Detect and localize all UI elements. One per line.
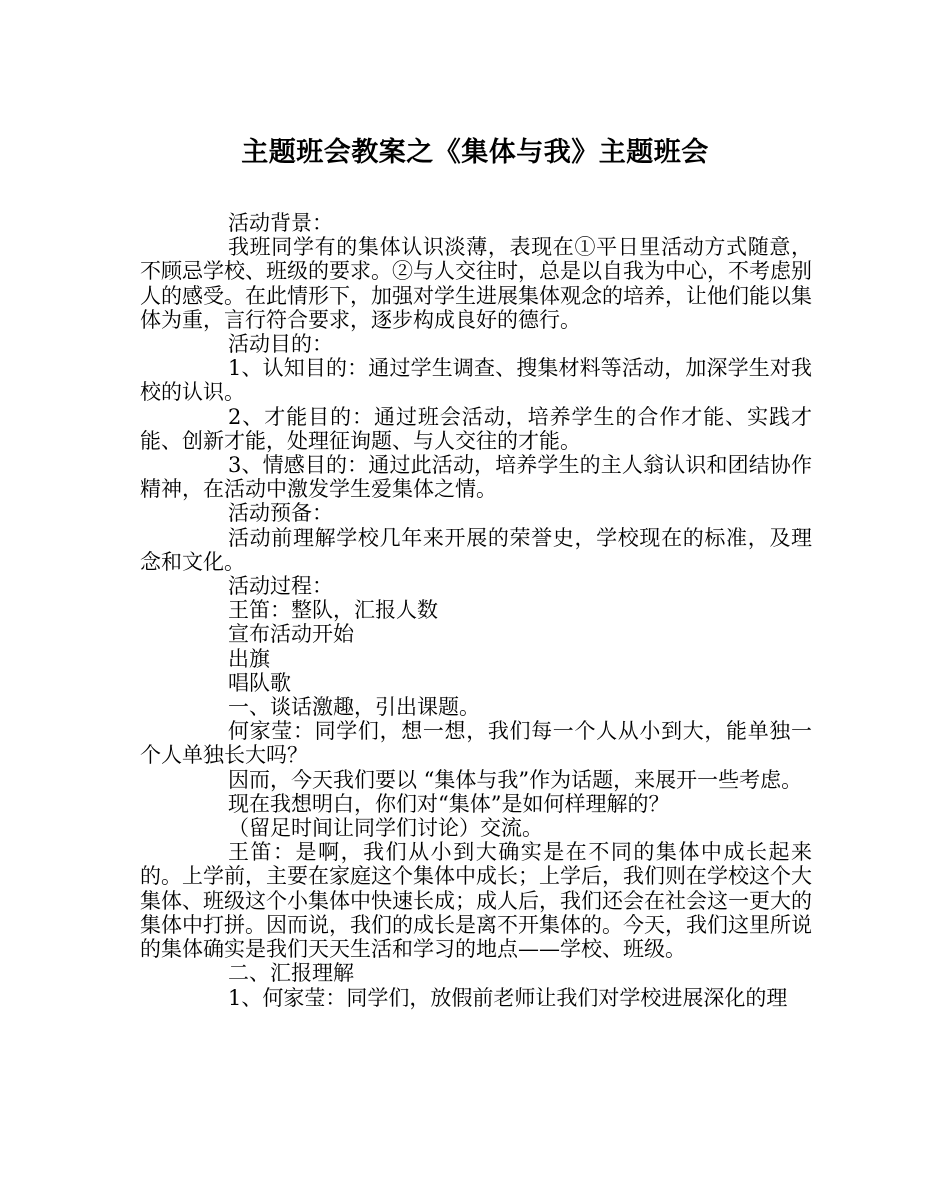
paragraph: 2、才能目的：通过班会活动，培养学生的合作才能、实践才能、创新才能，处理征询题、与人交往的才能。 xyxy=(140,404,812,453)
paragraph: 王笛：是啊，我们从小到大确实是在不同的集体中成长起来的。上学前，主要在家庭这个集体中成长；上学后，我们则在学校这个大集体、班级这个小集体中快速长成；成人后，我们还会在社会这一更大的集体中打拼。因而说，我们的成长是离不开集体的。今天，我们这里所说的集体确实是我们天天生活和学习的地点——学校、班级。 xyxy=(140,840,812,962)
document-body xyxy=(140,211,812,1010)
paragraph: 活动背景： xyxy=(228,211,333,235)
paragraph: 活动前理解学校几年来开展的荣誉史，学校现在的标准，及理念和文化。 xyxy=(140,525,812,574)
paragraph: 我班同学有的集体认识淡薄，表现在①平日里活动方式随意，不顾忌学校、班级的要求。②与人交往时，总是以自我为中心，不考虑别人的感受。在此情形下，加强对学生进展集体观念的培养，让他们能以集体为重，言行符合要求，逐步构成良好的德行。 xyxy=(140,235,812,332)
paragraph: 何家莹：同学们，想一想，我们每一个人从小到大，能单独一个人单独长大吗？ xyxy=(140,719,812,768)
paragraph: 现在我想明白，你们对“集体”是如何样理解的？ xyxy=(228,791,670,816)
paragraph: 3、情感目的：通过此活动，培养学生的主人翁认识和团结协作精神，在活动中激发学生爱集体之情。 xyxy=(140,453,812,502)
document-title: 主题班会教案之《集体与我》主题班会 xyxy=(241,137,709,168)
paragraph: 1、何家莹：同学们，放假前老师让我们对学校进展深化的理 xyxy=(228,985,788,1010)
paragraph: 王笛：整队，汇报人数 xyxy=(228,598,438,623)
paragraph: 活动预备： xyxy=(228,501,333,526)
paragraph: 出旗 xyxy=(228,646,270,671)
paragraph: 二、汇报理解 xyxy=(228,961,354,986)
paragraph: 因而，今天我们要以 “集体与我”作为话题，来展开一些考虑。 xyxy=(228,767,803,792)
paragraph: 活动过程： xyxy=(228,574,333,599)
paragraph: 唱队歌 xyxy=(228,670,291,695)
paragraph: （留足时间让同学们讨论）交流。 xyxy=(228,816,543,841)
paragraph: 1、认知目的：通过学生调查、搜集材料等活动，加深学生对我校的认识。 xyxy=(140,356,812,405)
paragraph: 宣布活动开始 xyxy=(228,622,354,647)
paragraph: 一、谈话激趣，引出课题。 xyxy=(228,695,480,720)
paragraph: 活动目的： xyxy=(228,332,333,357)
